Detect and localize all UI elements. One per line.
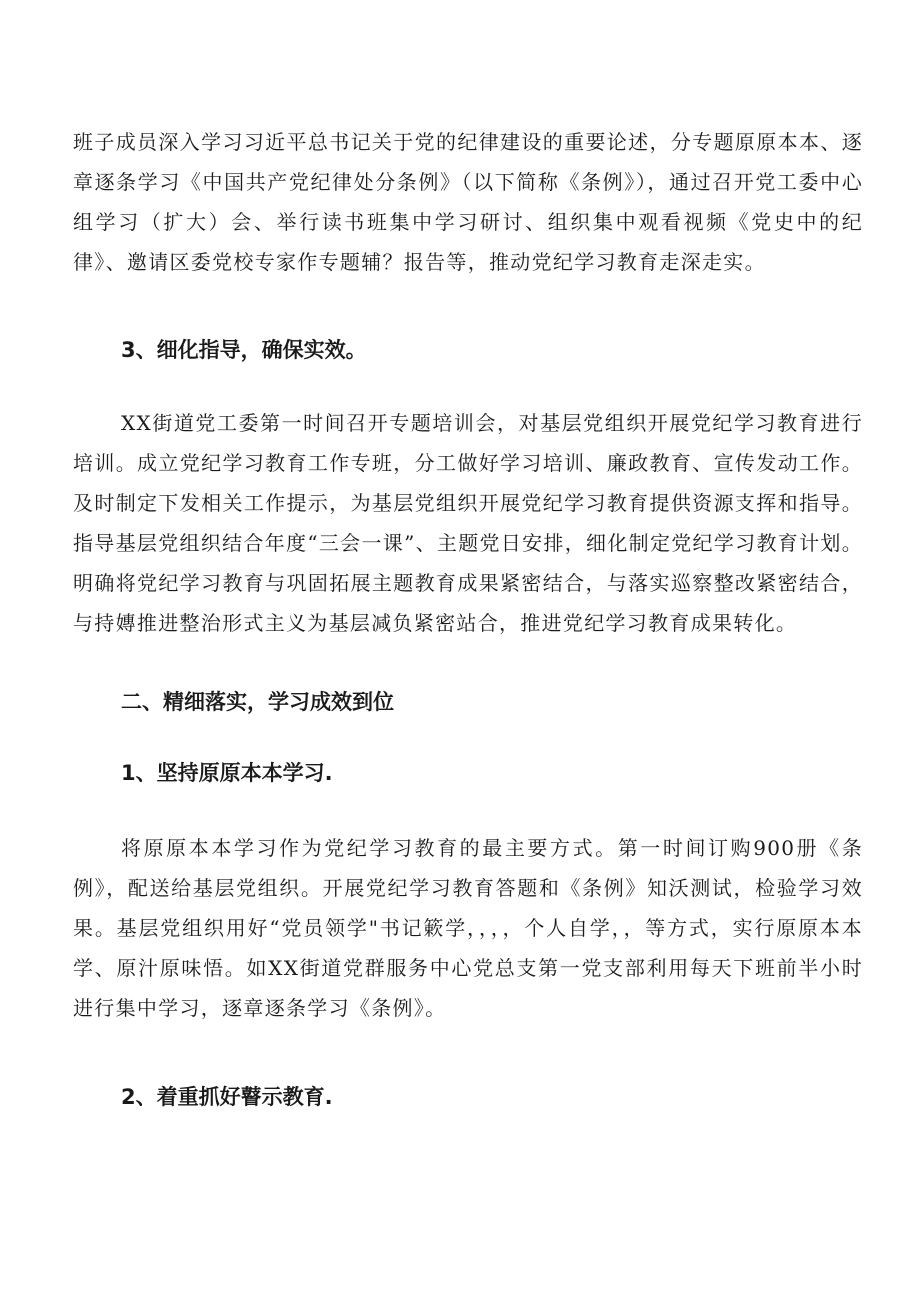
paragraph-street-training: XX街道党工委第一时间召开专题培训会，对基层党组织开展党纪学习教育进行培训。成立党纪学习教育工作专班，分工做好学习培训、廉政教育、宣传发动工作。及时制定下发相关工作提示，为基层党组织开展党纪学习教育提供资源支挥和指导。指导基层党组织结合年度“三会一课”、主题党日安排，细化制定党纪学习教育计划。明确将党纪学习教育与巩固拓展主题教育成果紧密结合，与落实巡察整改紧密结合，与持嫥推进整治形式主义为基层减负紧密站合，推进党纪学习教育成果转化。 bbox=[73, 411, 863, 635]
heading-original-study: 1、坚持原原本本学习. bbox=[121, 761, 333, 785]
heading-section-two: 二、精细落实，学习成效到位 bbox=[121, 690, 394, 714]
heading-refine-guidance: 3、细化指导，确保实效。 bbox=[121, 338, 367, 362]
paragraph-party-discipline-study: 班子成员深入学习习近平总书记关于党的纪律建设的重要论述，分专题原原本本、逐章逐条学习《中国共产党纪律处分条例》（以下简称《条例》），通过召开党工委中心组学习（扩大）会、举行读书班集中学习研讨、组织集中观看视频《党史中的纪律》、邀请区委党校专家作专题辅？报告等，推动党纪学习教育走深走实。 bbox=[73, 130, 863, 274]
paragraph-original-study-content: 将原原本本学习作为党纪学习教育的最主要方式。第一时间订购900册《条例》，配送给基层党组织。开展党纪学习教育答题和《条例》知沃测试，检验学习效果。基层党组织用好“党员领学"书记簌学，，，，个人自学，，等方式，实行原原本本学、原汁原味悟。如XX街道党群服务中心党总支第一党支部利用每天下班前半小时进行集中学习，逐章逐条学习《条例》。 bbox=[73, 836, 863, 1020]
heading-warning-education: 2、着重抓好瞽示教育. bbox=[121, 1085, 333, 1109]
